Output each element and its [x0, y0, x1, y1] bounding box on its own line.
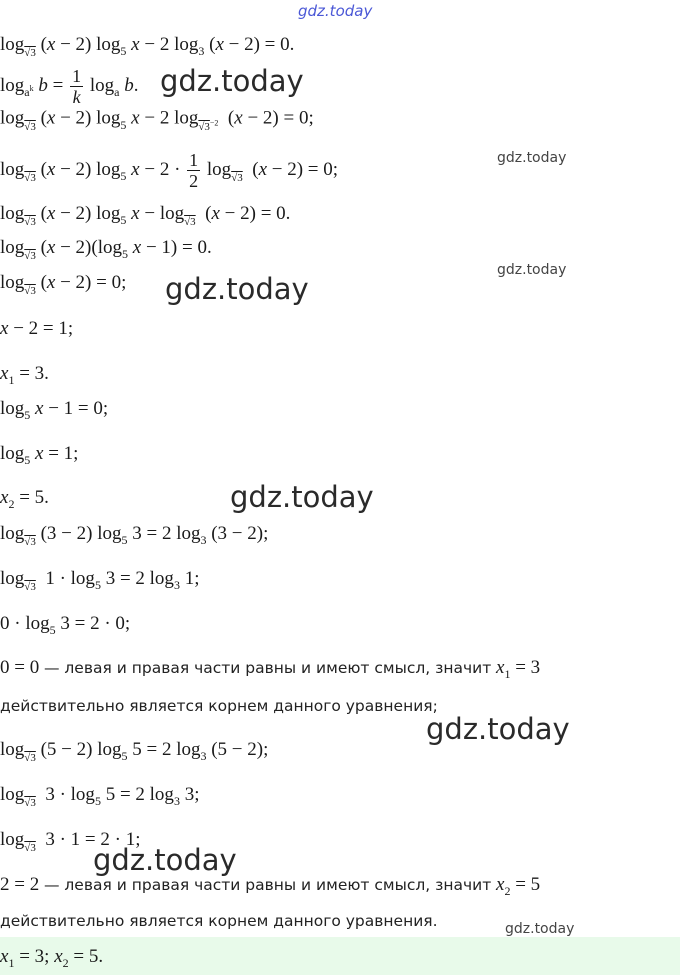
check-conclusion-1: 0 = 0 — левая и правая части равны и имеют смысл, значит $x_1 = 3$	[0, 657, 541, 681]
watermark-top: gdz.today	[298, 2, 373, 20]
root2-note: — левая и правая части равны и имеют смысл, значит	[43, 876, 492, 894]
watermark: gdz.today	[230, 480, 374, 514]
watermark: gdz.today	[165, 272, 309, 306]
equation-line-9: $x_1 = 3$.	[0, 363, 49, 387]
check-conclusion-2-cont: действительно является корнем данного уравнения.	[0, 912, 438, 930]
equation-line-1: $\log_{√3} (x - 2)$ $\log_5 x - 2$ $\log_3 (x - 2) = 0$.	[0, 34, 295, 59]
log-property-line: $\log_{a^k} b$ = $\frac{1}{k}$ $\log_a b$.	[0, 66, 139, 107]
fraction-1-over-k: $\frac{1}{k}$	[72, 66, 82, 107]
equation-line-4: $\log_{√3} (x - 2)$ $\log_5 x - 2$ · $\frac{1}{2}$ $\log_{√3} (x - 2) = 0$;	[0, 150, 339, 191]
check-line-1: $\log_{√3} (3 - 2)$ $\log_5 3 = 2$ $\log_3 (3 - 2)$;	[0, 523, 269, 548]
root1-note: — левая и правая части равны и имеют смысл, значит	[43, 659, 492, 677]
equation-line-3: $\log_{√3} (x - 2)$ $\log_5 x - 2$ $\log_{√3^{-2}} (x - 2) = 0$;	[0, 107, 314, 133]
check-line-4: $\log_{√3} (5 - 2)$ $\log_5 5 = 2$ $\log_3 (5 - 2)$;	[0, 739, 269, 764]
equation-line-12: $x_2 = 5$.	[0, 487, 49, 511]
check-conclusion-2: 2 = 2 — левая и правая части равны и имеют смысл, значит $x_2 = 5$	[0, 874, 541, 898]
check-conclusion-1-cont: действительно является корнем данного уравнения;	[0, 697, 438, 715]
watermark: gdz.today	[497, 262, 567, 278]
equation-line-11: $\log_5 x = 1$;	[0, 443, 79, 467]
final-answer: $x_1 = 3$; $x_2 = 5$.	[0, 946, 104, 970]
fraction-1-over-2: $\frac{1}{2}$	[189, 150, 199, 191]
watermark: gdz.today	[505, 921, 575, 937]
check-line-5: $\log_{√3} 3 \cdot \log_5 5 = 2$ $\log_3 3$;	[0, 784, 200, 809]
equation-line-5: $\log_{√3} (x - 2)$ $\log_5 x - \log_{√3} (x - 2) = 0$.	[0, 203, 291, 228]
equation-line-10: $\log_5 x - 1 = 0$;	[0, 398, 109, 422]
watermark: gdz.today	[93, 843, 237, 877]
equation-line-6: $\log_{√3} (x - 2)(\log_5$ x − 1) = 0.	[0, 237, 212, 262]
watermark: gdz.today	[426, 712, 570, 746]
watermark: gdz.today	[497, 150, 567, 166]
check-line-6: $\log_{√3} 3 \cdot 1 = 2 \cdot 1$;	[0, 829, 141, 854]
watermark: gdz.today	[160, 64, 304, 98]
check-line-2: $\log_{√3} 1 \cdot \log_5 3 = 2$ $\log_3 1$;	[0, 568, 200, 593]
check-line-3: $0 \cdot \log_5 3 = 2 \cdot 0$;	[0, 613, 131, 637]
equation-line-7: $\log_{√3} (x - 2) = 0$;	[0, 272, 127, 297]
equation-line-8: x − 2 = 1;	[0, 318, 74, 339]
